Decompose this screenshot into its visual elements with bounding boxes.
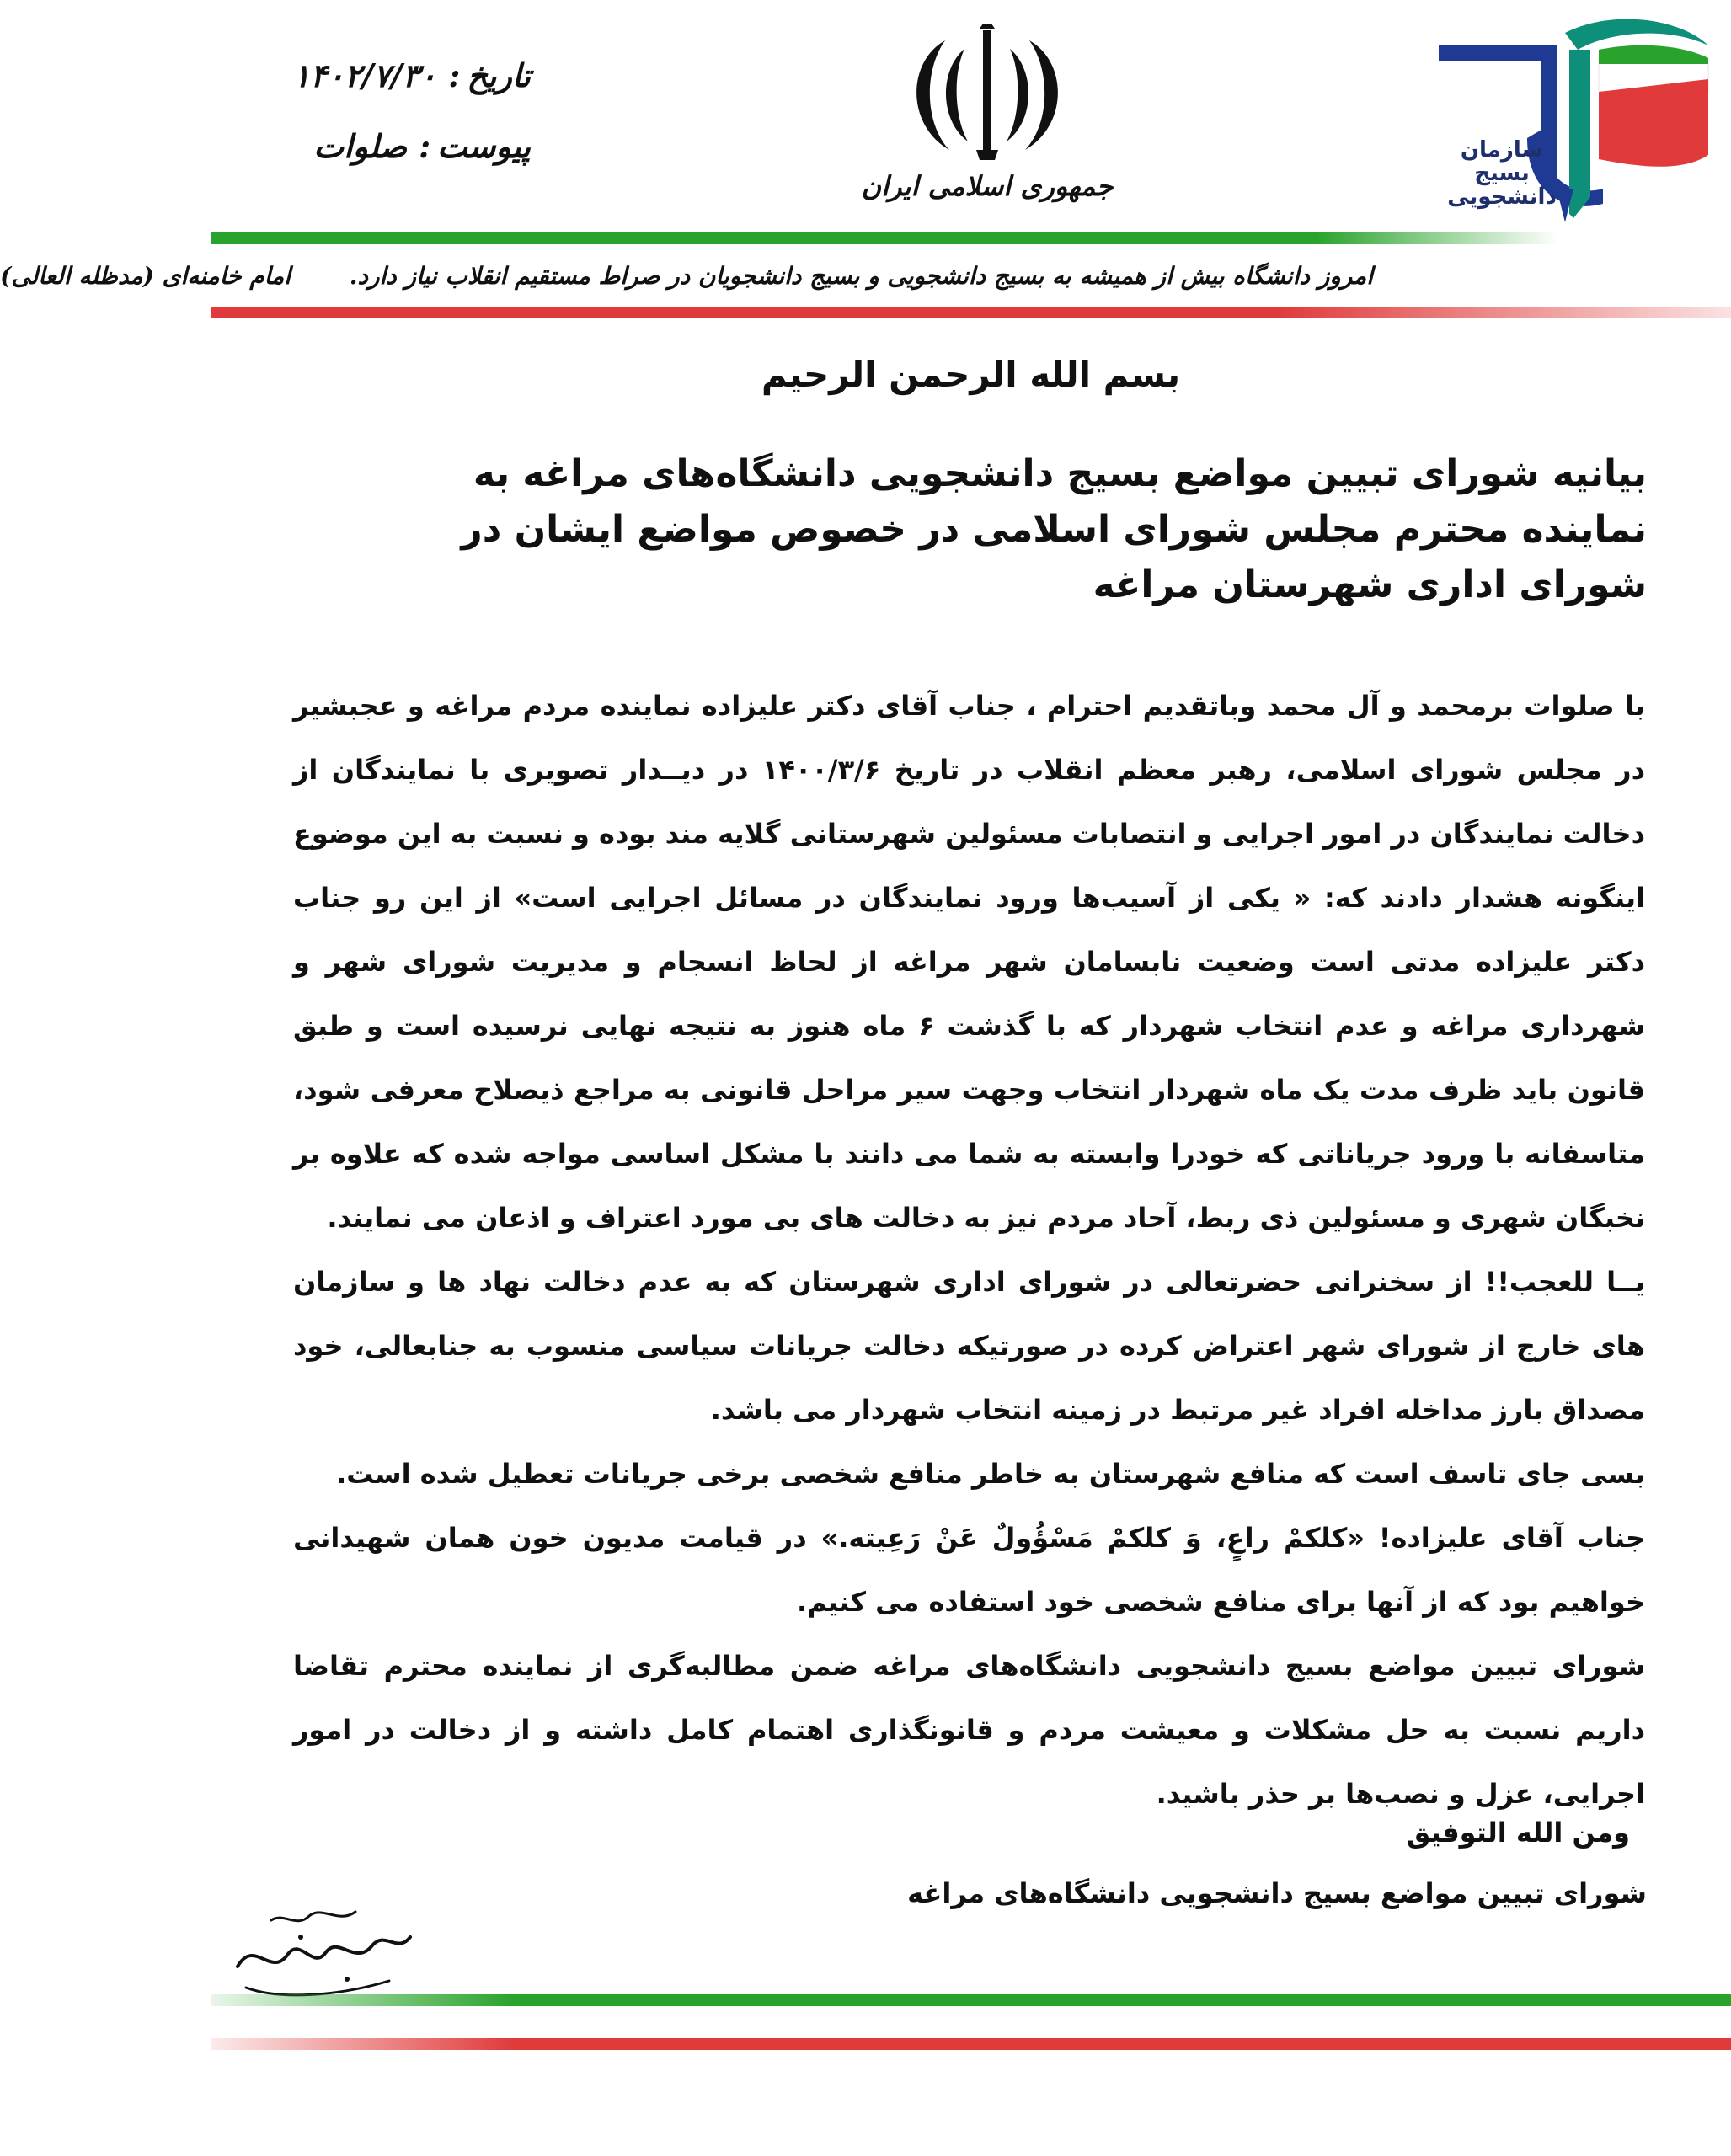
emblem-icon — [899, 24, 1076, 167]
body-paragraph: بسی جای تاسف است که منافع شهرستان به خاطر منافع شخصی برخی جریانات تعطیل شده است. — [336, 1458, 1645, 1490]
header-red-stripe — [211, 307, 1731, 318]
body-paragraph: جناب آقای علیزاده! «کلکمْ راعٍ، وَ کلکمْ مَسْؤُولٌ عَنْ رَعِیته.» در قیامت مدیون خون همان شهیدانی خواهیم بود که از آنها برای منافع شخصی خود استفاده می کنیم. — [293, 1522, 1645, 1618]
header-motto — [0, 253, 1373, 300]
org-logo — [1430, 12, 1717, 239]
date-value: ۱۴۰۲/۷/۳۰ — [292, 56, 437, 94]
footer-green-stripe — [211, 1994, 1731, 2006]
letter-closing — [716, 1802, 1647, 1924]
org-logo-line: بسیج — [1474, 161, 1530, 186]
header-green-stripe — [211, 232, 1558, 244]
letter-title: بیانیه شورای تبیین مواضع بسیج دانشجویی دانشگاه‌های مراغه به نماینده محترم مجلس شورای اسلامی در خصوص مواضع ایشان در شورای اداری شهرستان مراغه — [461, 452, 1647, 606]
body-paragraph: یــا للعجب!! از سخنرانی حضرتعالی در شورای اداری شهرستان که به عدم دخالت نهاد ها و سازمان های خارج از شورای شهر اعتراض کرده در صورتیکه دخالت جریانات سیاسی منسوب به جنابعالی، خود مصداق بارز مداخله افراد غیر مرتبط در زمینه انتخاب شهردار می باشد. — [293, 1266, 1645, 1426]
body-paragraph: شورای تبیین مواضع بسیج دانشجویی دانشگاه‌های مراغه ضمن مطالبه‌گری از نماینده محترم تقاضا داریم نسبت به حل مشکلات و معیشت مردم و قانونگذاری اهتمام کامل داشته و از دخالت در امور اجرایی، عزل و نصب‌ها بر حذر باشید. — [293, 1650, 1645, 1810]
date-label: تاریخ — [467, 56, 531, 94]
org-logo-text — [1439, 138, 1565, 209]
org-logo-line: سازمان — [1460, 137, 1544, 163]
org-logo-line: دانشجویی — [1447, 184, 1557, 210]
attachment-label: پیوست — [437, 127, 531, 165]
attachment-row — [227, 111, 531, 182]
closing-line-1: ومن الله التوفیق — [1406, 1817, 1630, 1849]
motto-author: امام خامنه‌ای (مدظله العالی) — [0, 262, 291, 290]
national-emblem — [861, 24, 1114, 217]
date-block — [227, 40, 531, 182]
footer-red-stripe — [211, 2038, 1731, 2050]
motto-quote: امروز دانشگاه بیش از همیشه به بسیج دانشجویی و بسیج دانشجویان در صراط مستقیم انقلاب نیاز دارد. — [349, 262, 1373, 290]
letter-body — [293, 674, 1645, 1826]
emblem-caption: جمهوری اسلامی ایران — [861, 170, 1114, 202]
attachment-value: صلوات — [313, 127, 408, 165]
bismillah: بسم الله الرحمن الرحیم — [761, 354, 1181, 395]
closing-line-2: شورای تبیین مواضع بسیج دانشجویی دانشگاه‌های مراغه — [907, 1877, 1647, 1909]
date-row — [227, 40, 531, 111]
attachment-colon: : — [419, 127, 431, 165]
body-paragraph: با صلوات برمحمد و آل محمد وباتقدیم احترام ، جناب آقای دکتر علیزاده نماینده مردم مراغه و عجبشیر در مجلس شورای اسلامی، رهبر معظم انقلاب در تاریخ ۱۴۰۰/۳/۶ در دیــدار تصویری با نمایندگان از دخالت نمایندگان در امور اجرایی و انتصابات مسئولین شهرستانی گلایه مند بوده و نسبت به این موضوع اینگونه هشدار دادند که: « یکی از آسیب‌ها ورود نمایندگان در مسائل اجرایی است» از این رو جناب دکتر علیزاده مدتی است وضعیت نابسامان شهر مراغه از لحاظ انسجام و مدیریت شورای شهر و شهرداری مراغه و عدم انتخاب شهردار که با گذشت ۶ ماه هنوز به نتیجه نهایی نرسیده است و طبق قانون باید ظرف مدت یک ماه شهردار انتخاب وجهت سیر مراحل قانونی به مراجع ذیصلاح معرفی شود، متاسفانه با ورود جریاناتی که خودرا وابسته به شما می دانند با مشکل اساسی مواجه شده که علاوه بر نخبگان شهری و مسئولین ذی ربط، آحاد مردم نیز به دخالت های بی مورد اعتراف و اذعان می نمایند. — [293, 690, 1646, 1234]
date-colon: : — [448, 56, 461, 94]
